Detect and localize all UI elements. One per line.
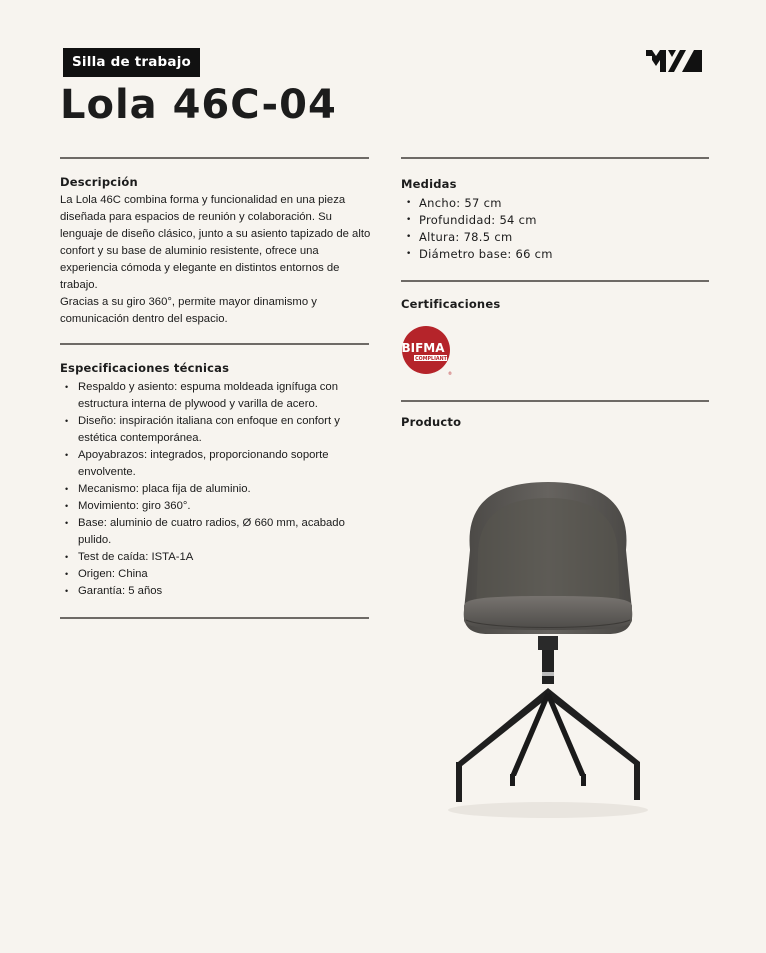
- list-item: • Ancho: 57 cm: [401, 195, 681, 212]
- descripcion-heading: Descripción: [60, 175, 138, 189]
- list-item: • Test de caída: ISTA-1A: [60, 549, 372, 566]
- list-item: • Diseño: inspiración italiana con enfoque en confort y estética contemporánea.: [60, 413, 372, 447]
- especificaciones-list: [60, 379, 372, 600]
- category-tag: Silla de trabajo: [63, 48, 200, 77]
- list-item: • Apoyabrazos: integrados, proporcionando soporte envolvente.: [60, 447, 372, 481]
- list-item: • Origen: China: [60, 566, 372, 583]
- brand-logo-icon: [646, 48, 702, 74]
- bifma-badge-icon: [401, 325, 453, 377]
- list-item: • Respaldo y asiento: espuma moldeada ignífuga con estructura interna de plywood y varilla de acero.: [60, 379, 372, 413]
- list-item: • Altura: 78.5 cm: [401, 229, 681, 246]
- divider: [401, 400, 709, 402]
- bifma-badge-label: BIFMA: [401, 341, 445, 355]
- descripcion-text: [60, 192, 372, 328]
- divider: [60, 617, 369, 619]
- divider: [60, 343, 369, 345]
- list-item: • Garantía: 5 años: [60, 583, 372, 600]
- list-item: • Base: aluminio de cuatro radios, Ø 660 mm, acabado pulido.: [60, 515, 372, 549]
- divider: [401, 157, 709, 159]
- divider: [401, 280, 709, 282]
- list-item: • Diámetro base: 66 cm: [401, 246, 681, 263]
- list-item: • Movimiento: giro 360°.: [60, 498, 372, 515]
- medidas-list: [401, 195, 681, 263]
- list-item: • Mecanismo: placa fija de aluminio.: [60, 481, 372, 498]
- divider: [60, 157, 369, 159]
- medidas-heading: Medidas: [401, 177, 457, 191]
- certificaciones-heading: Certificaciones: [401, 297, 501, 311]
- svg-text:®: ®: [448, 371, 452, 376]
- producto-heading: Producto: [401, 415, 462, 429]
- bifma-badge-sublabel: COMPLIANT: [415, 357, 447, 362]
- chair-product-image: [428, 470, 668, 830]
- product-title: Lola 46C-04: [60, 82, 337, 128]
- descripcion-paragraph-2: Gracias a su giro 360°, permite mayor dinamismo y comunicación dentro del espacio.: [60, 296, 317, 325]
- list-item: • Profundidad: 54 cm: [401, 212, 681, 229]
- especificaciones-heading: Especificaciones técnicas: [60, 361, 230, 375]
- descripcion-paragraph: La Lola 46C combina forma y funcionalidad en una pieza diseñada para espacios de reunión y colaboración. Su lenguaje de diseño clásico, junto a su asiento tapizado de alto confort y su base de aluminio resistente, ofrece una experiencia cómoda y elegante en distintos entornos de trabajo.: [60, 194, 371, 291]
